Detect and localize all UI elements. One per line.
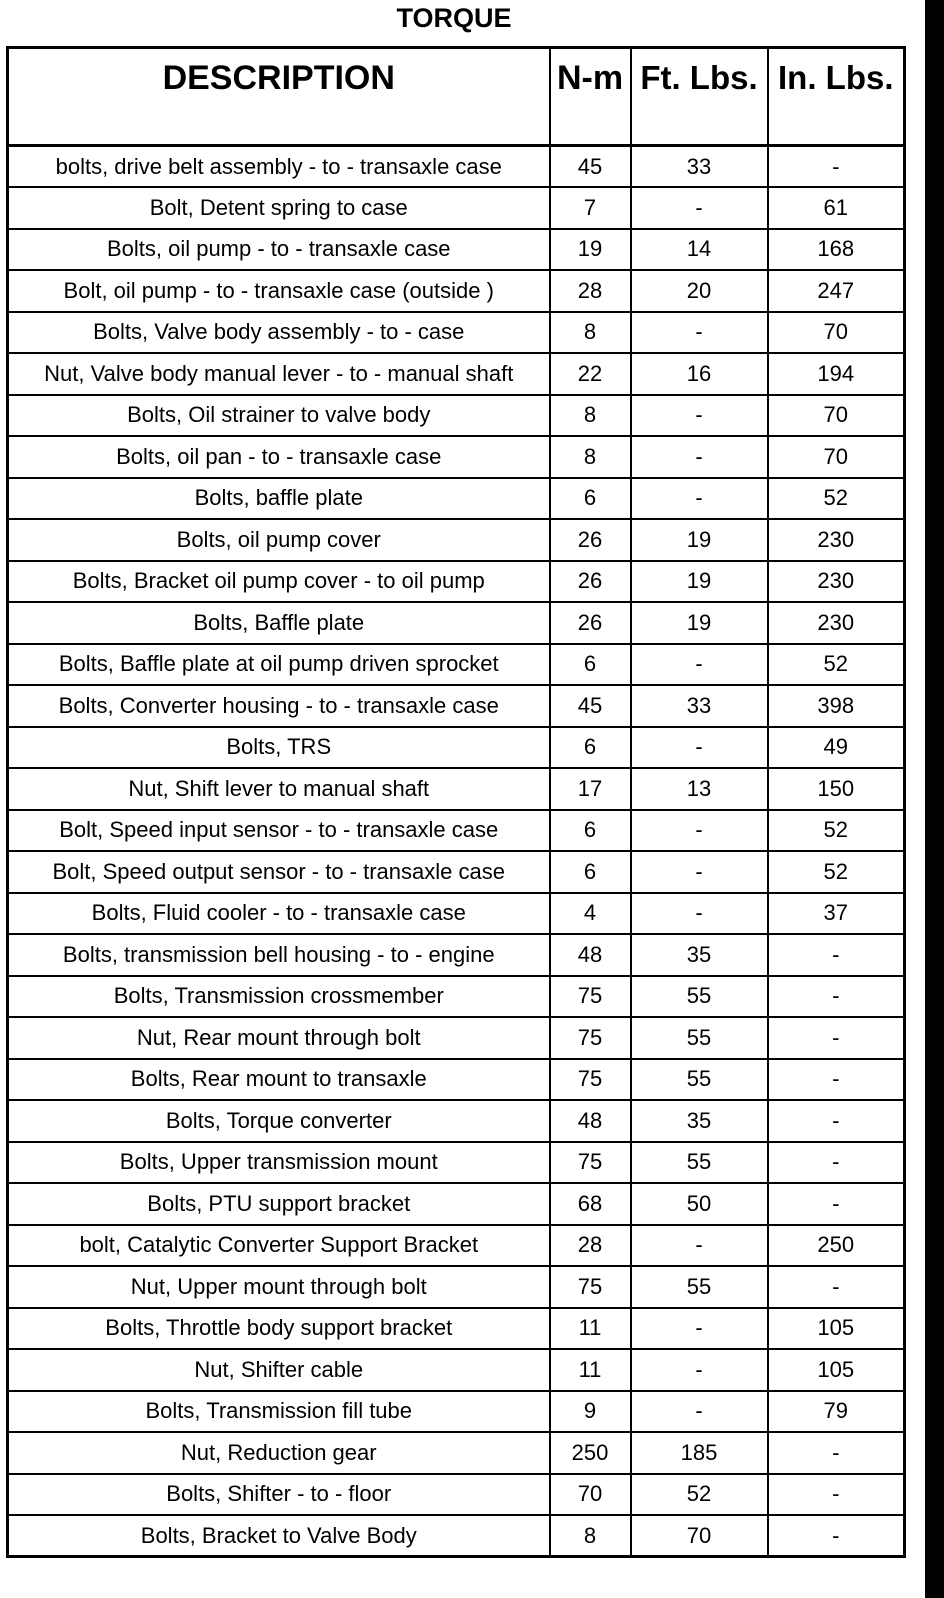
cell-nm: 45 [550, 146, 631, 188]
cell-ft-lbs: 55 [631, 1142, 768, 1184]
cell-description: Bolts, Oil strainer to valve body [8, 395, 550, 437]
cell-description: Bolts, Transmission crossmember [8, 976, 550, 1018]
table-row [8, 644, 905, 686]
table-row [8, 519, 905, 561]
cell-description: Bolts, oil pump cover [8, 519, 550, 561]
table-row [8, 976, 905, 1018]
header-ft-lbs: Ft. Lbs. [631, 48, 768, 146]
cell-description: Nut, Rear mount through bolt [8, 1017, 550, 1059]
table-row [8, 685, 905, 727]
cell-description: Bolts, Fluid cooler - to - transaxle case [8, 893, 550, 935]
cell-in-lbs: 49 [768, 727, 905, 769]
cell-description: Bolts, Throttle body support bracket [8, 1308, 550, 1350]
cell-description: Bolts, transmission bell housing - to - engine [8, 934, 550, 976]
cell-in-lbs: 398 [768, 685, 905, 727]
cell-ft-lbs: 50 [631, 1183, 768, 1225]
cell-in-lbs: 52 [768, 851, 905, 893]
cell-nm: 11 [550, 1349, 631, 1391]
table-row [8, 810, 905, 852]
cell-in-lbs: 230 [768, 602, 905, 644]
cell-ft-lbs: 70 [631, 1515, 768, 1557]
cell-ft-lbs: 55 [631, 1017, 768, 1059]
cell-in-lbs: 150 [768, 768, 905, 810]
cell-in-lbs: 168 [768, 229, 905, 271]
cell-ft-lbs: - [631, 893, 768, 935]
table-row [8, 893, 905, 935]
cell-in-lbs: 194 [768, 353, 905, 395]
cell-nm: 22 [550, 353, 631, 395]
table-row [8, 1515, 905, 1557]
header-in-lbs: In. Lbs. [768, 48, 905, 146]
cell-nm: 68 [550, 1183, 631, 1225]
table-row [8, 436, 905, 478]
cell-ft-lbs: - [631, 1349, 768, 1391]
cell-nm: 8 [550, 1515, 631, 1557]
cell-description: Nut, Shifter cable [8, 1349, 550, 1391]
cell-in-lbs: 105 [768, 1308, 905, 1350]
cell-in-lbs: 247 [768, 270, 905, 312]
table-row [8, 1349, 905, 1391]
table-row [8, 229, 905, 271]
cell-in-lbs: 105 [768, 1349, 905, 1391]
cell-nm: 8 [550, 436, 631, 478]
cell-in-lbs: 230 [768, 519, 905, 561]
cell-nm: 6 [550, 644, 631, 686]
cell-description: Bolts, Torque converter [8, 1100, 550, 1142]
cell-description: Bolts, oil pump - to - transaxle case [8, 229, 550, 271]
cell-nm: 26 [550, 602, 631, 644]
cell-description: Bolts, oil pan - to - transaxle case [8, 436, 550, 478]
cell-nm: 70 [550, 1474, 631, 1516]
cell-ft-lbs: - [631, 727, 768, 769]
table-row [8, 270, 905, 312]
table-row [8, 312, 905, 354]
table-row [8, 768, 905, 810]
cell-in-lbs: 79 [768, 1391, 905, 1433]
cell-in-lbs: 52 [768, 644, 905, 686]
cell-ft-lbs: - [631, 644, 768, 686]
cell-description: Bolts, Bracket oil pump cover - to oil pump [8, 561, 550, 603]
cell-in-lbs: - [768, 1142, 905, 1184]
cell-ft-lbs: - [631, 187, 768, 229]
table-row [8, 1225, 905, 1267]
cell-ft-lbs: 16 [631, 353, 768, 395]
cell-ft-lbs: 19 [631, 519, 768, 561]
table-row [8, 561, 905, 603]
cell-nm: 8 [550, 312, 631, 354]
table-row [8, 851, 905, 893]
cell-ft-lbs: - [631, 1391, 768, 1433]
table-row [8, 602, 905, 644]
cell-in-lbs: - [768, 1100, 905, 1142]
cell-nm: 26 [550, 519, 631, 561]
page-title: TORQUE [396, 3, 512, 33]
cell-in-lbs: 52 [768, 478, 905, 520]
cell-in-lbs: 250 [768, 1225, 905, 1267]
header-nm: N-m [550, 48, 631, 146]
cell-in-lbs: - [768, 146, 905, 188]
cell-nm: 17 [550, 768, 631, 810]
cell-in-lbs: 70 [768, 436, 905, 478]
cell-in-lbs: - [768, 1515, 905, 1557]
cell-in-lbs: 230 [768, 561, 905, 603]
cell-description: Bolts, Baffle plate [8, 602, 550, 644]
cell-ft-lbs: - [631, 810, 768, 852]
cell-nm: 7 [550, 187, 631, 229]
cell-in-lbs: 52 [768, 810, 905, 852]
cell-ft-lbs: 19 [631, 602, 768, 644]
cell-nm: 6 [550, 727, 631, 769]
cell-ft-lbs: - [631, 1225, 768, 1267]
cell-description: Bolts, Upper transmission mount [8, 1142, 550, 1184]
cell-in-lbs: - [768, 934, 905, 976]
cell-ft-lbs: 55 [631, 1266, 768, 1308]
table-row [8, 187, 905, 229]
cell-description: Bolts, Rear mount to transaxle [8, 1059, 550, 1101]
cell-ft-lbs: - [631, 478, 768, 520]
cell-nm: 28 [550, 1225, 631, 1267]
cell-description: Bolts, Valve body assembly - to - case [8, 312, 550, 354]
cell-description: Bolt, Speed input sensor - to - transaxle case [8, 810, 550, 852]
table-row [8, 146, 905, 188]
table-row [8, 1100, 905, 1142]
cell-description: Nut, Reduction gear [8, 1432, 550, 1474]
cell-nm: 75 [550, 1017, 631, 1059]
cell-description: Bolt, Speed output sensor - to - transaxle case [8, 851, 550, 893]
cell-ft-lbs: 33 [631, 146, 768, 188]
table-row [8, 1308, 905, 1350]
cell-description: bolt, Catalytic Converter Support Bracket [8, 1225, 550, 1267]
cell-in-lbs: 61 [768, 187, 905, 229]
header-description: DESCRIPTION [8, 48, 550, 146]
cell-ft-lbs: - [631, 312, 768, 354]
table-row [8, 1432, 905, 1474]
cell-in-lbs: - [768, 1017, 905, 1059]
table-row [8, 1391, 905, 1433]
table-row [8, 727, 905, 769]
cell-ft-lbs: 55 [631, 1059, 768, 1101]
cell-nm: 48 [550, 1100, 631, 1142]
cell-description: Bolts, Shifter - to - floor [8, 1474, 550, 1516]
header-row [8, 48, 905, 146]
cell-nm: 4 [550, 893, 631, 935]
cell-description: Bolt, Detent spring to case [8, 187, 550, 229]
cell-ft-lbs: 20 [631, 270, 768, 312]
cell-nm: 75 [550, 976, 631, 1018]
cell-ft-lbs: 33 [631, 685, 768, 727]
cell-description: bolts, drive belt assembly - to - transaxle case [8, 146, 550, 188]
cell-ft-lbs: 14 [631, 229, 768, 271]
cell-description: Bolts, Bracket to Valve Body [8, 1515, 550, 1557]
cell-nm: 45 [550, 685, 631, 727]
cell-ft-lbs: 35 [631, 934, 768, 976]
cell-description: Bolts, baffle plate [8, 478, 550, 520]
cell-ft-lbs: - [631, 1308, 768, 1350]
cell-description: Nut, Upper mount through bolt [8, 1266, 550, 1308]
cell-nm: 9 [550, 1391, 631, 1433]
table-row [8, 1474, 905, 1516]
cell-in-lbs: - [768, 976, 905, 1018]
cell-ft-lbs: 35 [631, 1100, 768, 1142]
cell-ft-lbs: - [631, 851, 768, 893]
cell-description: Nut, Valve body manual lever - to - manual shaft [8, 353, 550, 395]
cell-ft-lbs: 19 [631, 561, 768, 603]
cell-nm: 6 [550, 851, 631, 893]
cell-in-lbs: 70 [768, 395, 905, 437]
cell-nm: 48 [550, 934, 631, 976]
cell-in-lbs: - [768, 1183, 905, 1225]
right-edge-bar [925, 0, 944, 1598]
cell-ft-lbs: - [631, 436, 768, 478]
cell-nm: 28 [550, 270, 631, 312]
table-row [8, 1142, 905, 1184]
cell-description: Bolts, Transmission fill tube [8, 1391, 550, 1433]
torque-table [6, 46, 906, 1558]
cell-nm: 6 [550, 810, 631, 852]
cell-in-lbs: - [768, 1059, 905, 1101]
table-row [8, 1266, 905, 1308]
cell-in-lbs: 70 [768, 312, 905, 354]
table-row [8, 1017, 905, 1059]
table-row [8, 1183, 905, 1225]
cell-ft-lbs: 52 [631, 1474, 768, 1516]
cell-in-lbs: - [768, 1266, 905, 1308]
cell-ft-lbs: - [631, 395, 768, 437]
cell-nm: 19 [550, 229, 631, 271]
cell-description: Bolts, Converter housing - to - transaxle case [8, 685, 550, 727]
cell-nm: 75 [550, 1142, 631, 1184]
cell-in-lbs: - [768, 1432, 905, 1474]
cell-in-lbs: - [768, 1474, 905, 1516]
table-row [8, 478, 905, 520]
table-row [8, 1059, 905, 1101]
cell-nm: 26 [550, 561, 631, 603]
table-header [8, 48, 905, 146]
cell-ft-lbs: 13 [631, 768, 768, 810]
cell-ft-lbs: 185 [631, 1432, 768, 1474]
cell-description: Bolts, TRS [8, 727, 550, 769]
cell-ft-lbs: 55 [631, 976, 768, 1018]
cell-description: Nut, Shift lever to manual shaft [8, 768, 550, 810]
cell-nm: 11 [550, 1308, 631, 1350]
table-row [8, 395, 905, 437]
cell-nm: 250 [550, 1432, 631, 1474]
table-body [8, 146, 905, 1557]
cell-nm: 6 [550, 478, 631, 520]
cell-nm: 75 [550, 1266, 631, 1308]
cell-description: Bolts, Baffle plate at oil pump driven sprocket [8, 644, 550, 686]
cell-nm: 75 [550, 1059, 631, 1101]
cell-description: Bolts, PTU support bracket [8, 1183, 550, 1225]
table-row [8, 934, 905, 976]
table-row [8, 353, 905, 395]
cell-nm: 8 [550, 395, 631, 437]
cell-in-lbs: 37 [768, 893, 905, 935]
cell-description: Bolt, oil pump - to - transaxle case (outside ) [8, 270, 550, 312]
